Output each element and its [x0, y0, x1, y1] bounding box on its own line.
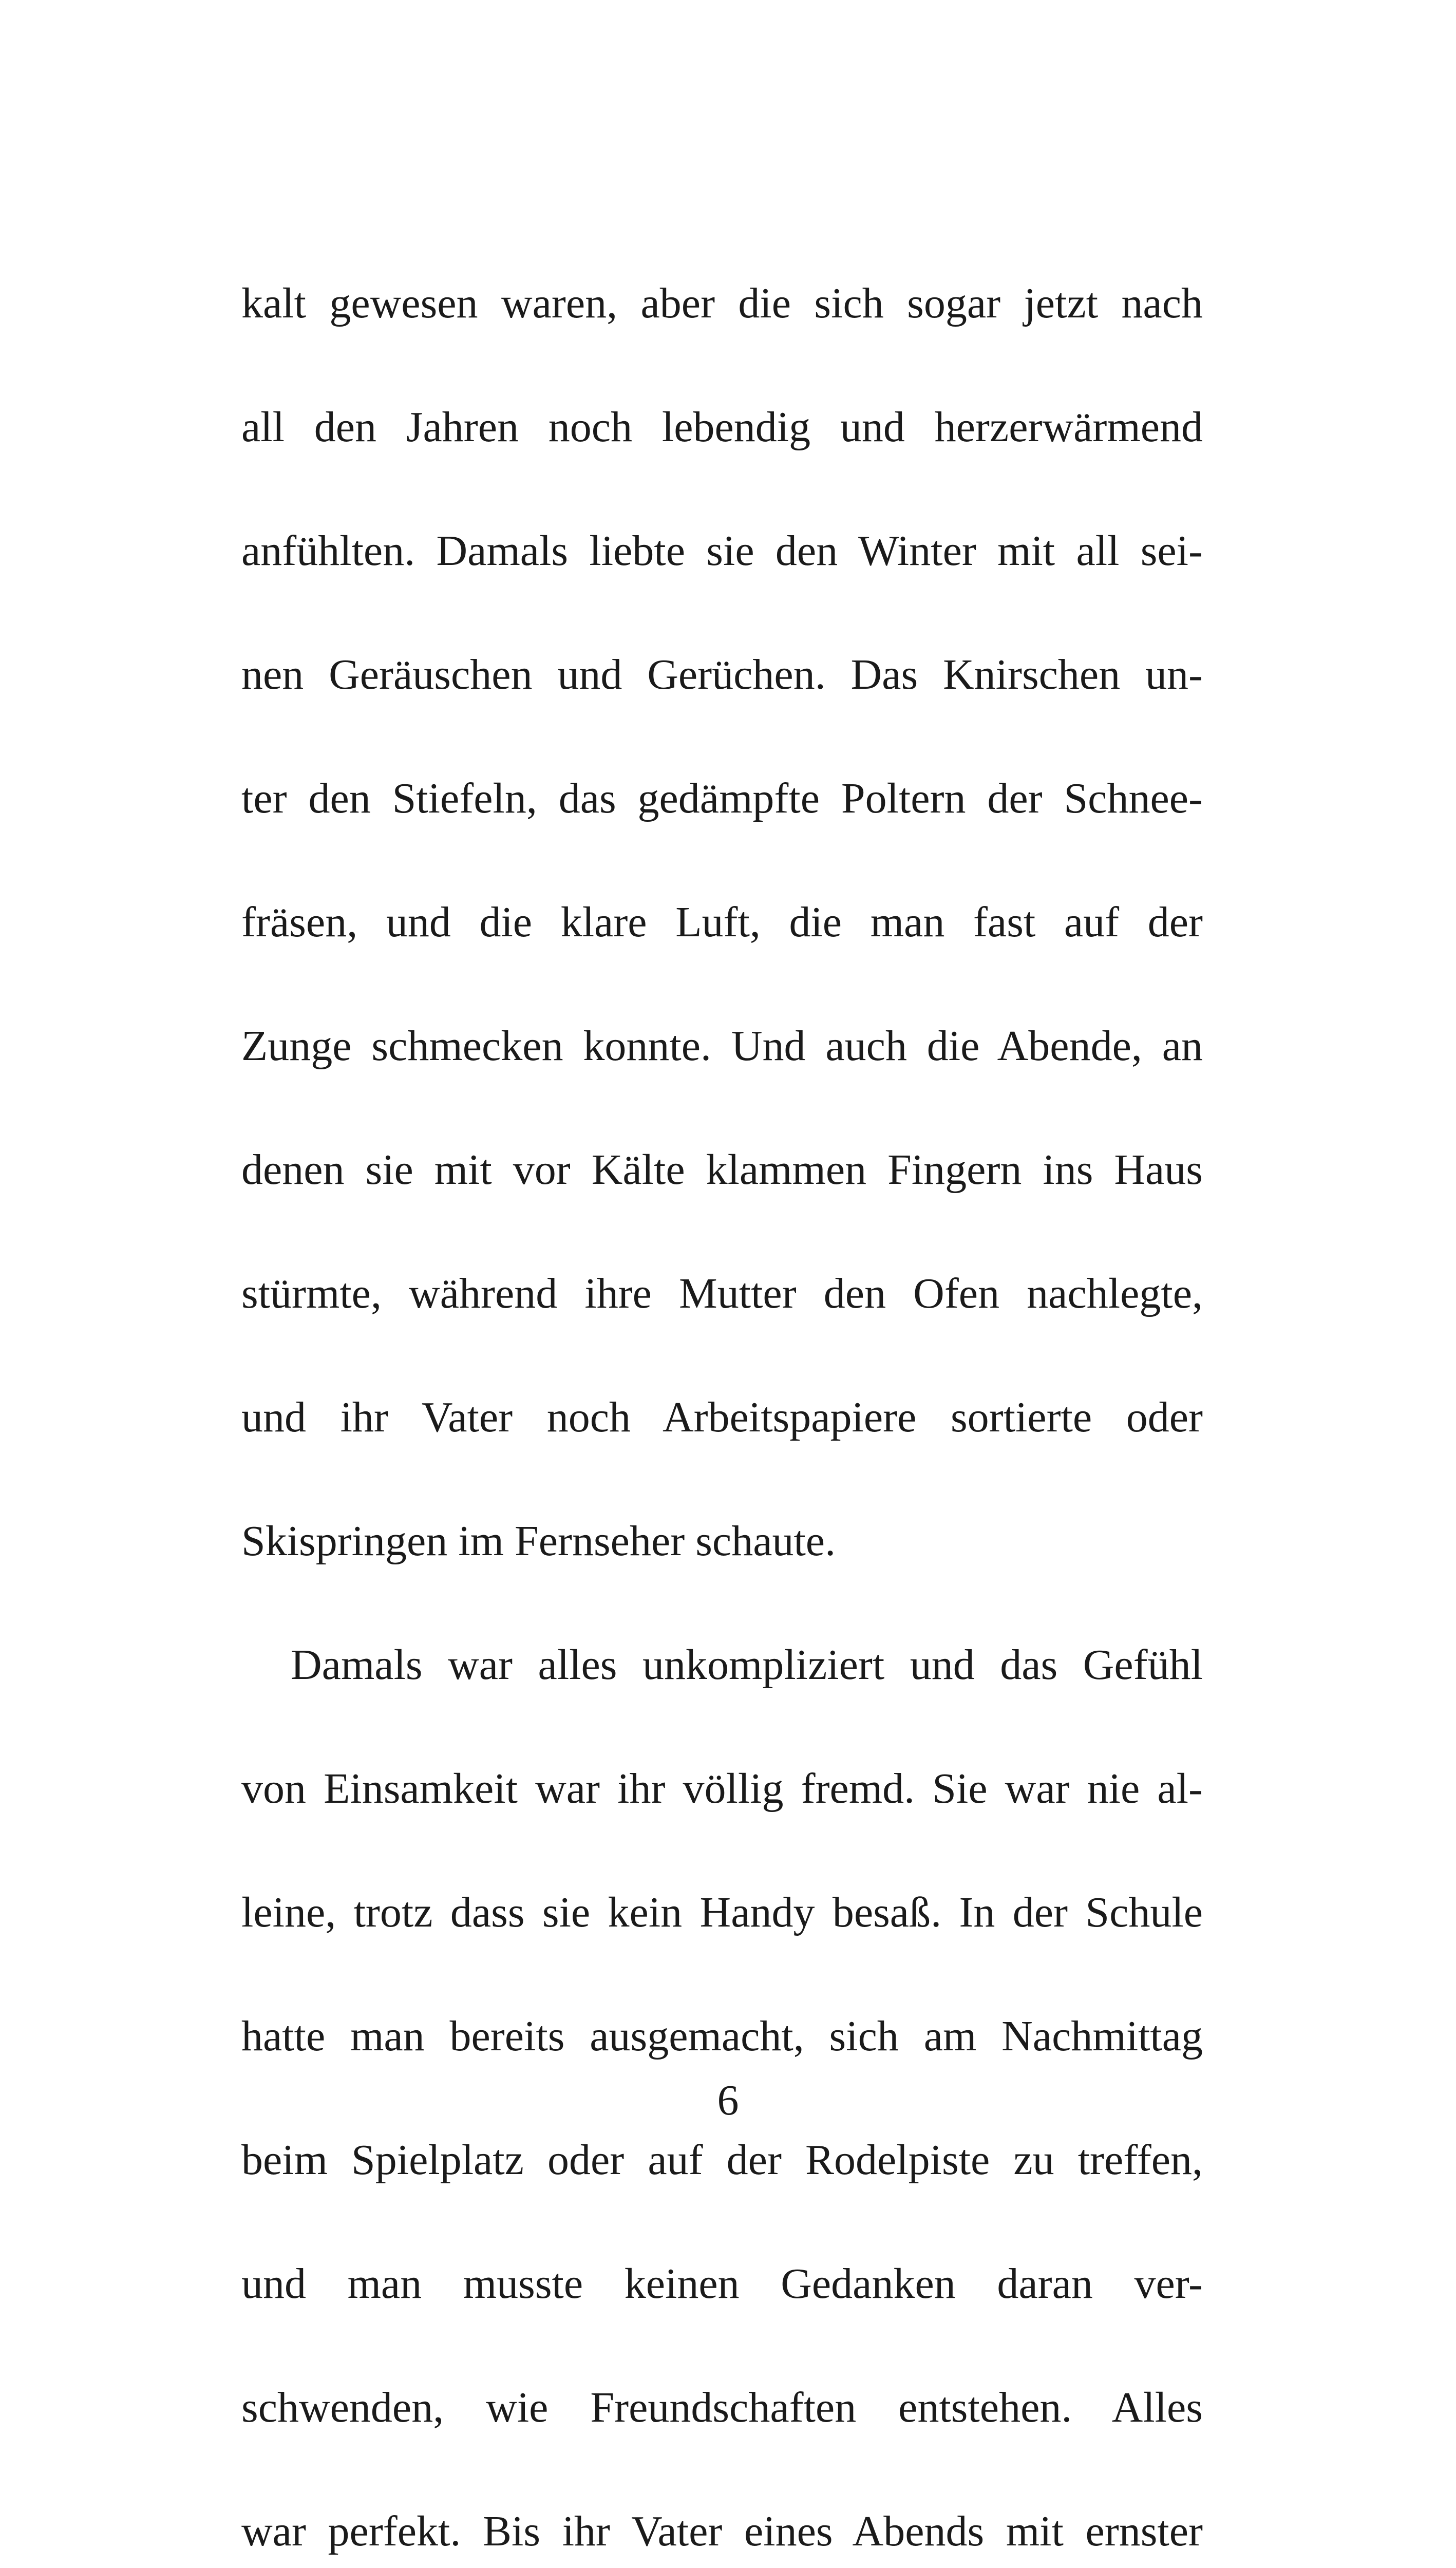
- page-number: 6: [717, 2076, 739, 2124]
- text-line: Damals war alles unkompliziert und das Gefühl: [291, 1641, 1203, 1689]
- text-line: Zunge schmecken konnte. Und auch die Abende, an: [241, 1022, 1203, 1070]
- text-line: ter den Stiefeln, das gedämpfte Poltern der Schnee-: [241, 775, 1203, 822]
- text-line: schwenden, wie Freundschaften entstehen. Alles: [241, 2384, 1203, 2431]
- text-line: leine, trotz dass sie kein Handy besaß. In der Schule: [241, 1889, 1203, 1936]
- text-line: kalt gewesen waren, aber die sich sogar jetzt nach: [241, 279, 1203, 327]
- text-line: und man musste keinen Gedanken daran ver-: [241, 2260, 1203, 2308]
- text-line: fräsen, und die klare Luft, die man fast auf der: [241, 898, 1203, 946]
- text-line: denen sie mit vor Kälte klammen Fingern ins Haus: [241, 1146, 1203, 1194]
- text-line: beim Spielplatz oder auf der Rodelpiste zu treffen,: [241, 2136, 1203, 2184]
- text-line: Skispringen im Fernseher schaute.: [241, 1517, 836, 1565]
- text-line: all den Jahren noch lebendig und herzerwärmend: [241, 403, 1203, 451]
- text-line: hatte man bereits ausgemacht, sich am Nachmittag: [241, 2012, 1203, 2060]
- text-line: war perfekt. Bis ihr Vater eines Abends mit ernster: [241, 2507, 1203, 2555]
- body-text: [241, 241, 1203, 2568]
- text-line: anfühlten. Damals liebte sie den Winter mit all sei-: [241, 527, 1203, 575]
- text-line: und ihr Vater noch Arbeitspapiere sortierte oder: [241, 1393, 1203, 1441]
- text-line: nen Geräuschen und Gerüchen. Das Knirschen un-: [241, 651, 1203, 698]
- text-line: stürmte, während ihre Mutter den Ofen nachlegte,: [241, 1270, 1203, 1317]
- text-line: von Einsamkeit war ihr völlig fremd. Sie war nie al-: [241, 1765, 1203, 1812]
